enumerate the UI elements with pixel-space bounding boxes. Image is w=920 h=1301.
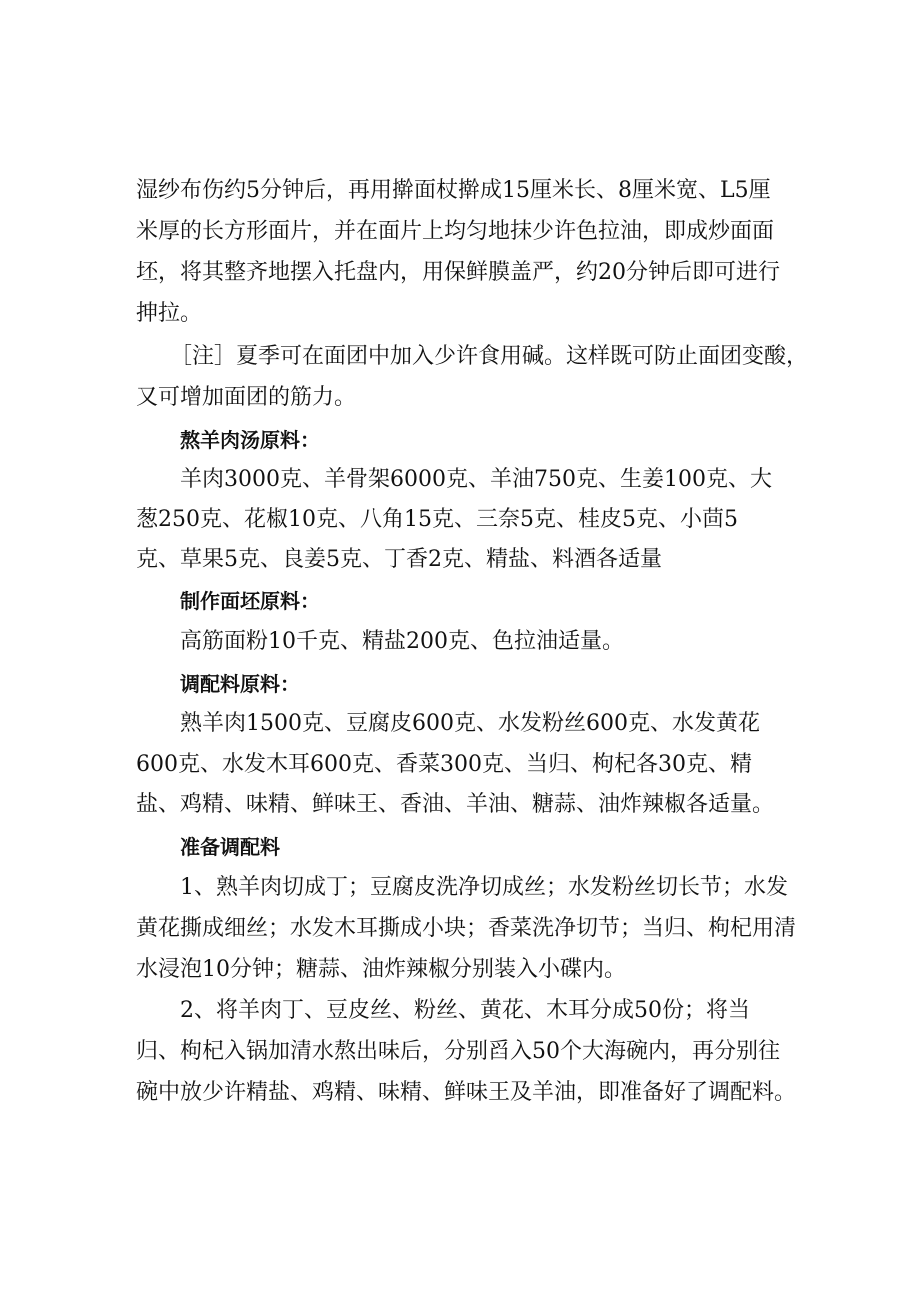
paragraph-1-line-1: 湿纱布伤约5分钟后，再用擀面杖擀成15厘米长、8厘米宽、L5厘 — [136, 178, 771, 203]
dough-ingredients-line-1: 高筋面粉10千克、精盐200克、色拉油适量。 — [180, 629, 624, 654]
step-1-line-3: 水浸泡10分钟；糖蒜、油炸辣椒分别装入小碟内。 — [136, 957, 626, 982]
heading-prepare-seasoning: 准备调配料 — [180, 835, 280, 859]
paragraph-1-line-4: 抻拉。 — [136, 301, 203, 326]
seasoning-ingredients-line-2: 600克、水发木耳600克、香菜300克、当归、枸杞各30克、精 — [136, 752, 752, 777]
step-2-line-2: 归、枸杞入锅加清水熬出味后，分别舀入50个大海碗内，再分别往 — [136, 1039, 780, 1064]
note-line-1: ［注］夏季可在面团中加入少许食用碱。这样既可防止面团变酸， — [170, 344, 809, 369]
step-2-line-1: 2、将羊肉丁、豆皮丝、粉丝、黄花、木耳分成50份；将当 — [180, 998, 750, 1023]
step-2-line-3: 碗中放少许精盐、鸡精、味精、鲜味王及羊油，即准备好了调配料。 — [136, 1080, 797, 1105]
paragraph-1-line-3: 坯，将其整齐地摆入托盘内，用保鲜膜盖严，约20分钟后即可进行 — [136, 260, 780, 285]
seasoning-ingredients-line-1: 熟羊肉1500克、豆腐皮600克、水发粉丝600克、水发黄花 — [180, 711, 760, 736]
soup-ingredients-line-2: 葱250克、花椒10克、八角15克、三奈5克、桂皮5克、小茴5 — [136, 507, 738, 532]
paragraph-1-line-2: 米厚的长方形面片，并在面片上均匀地抹少许色拉油，即成炒面面 — [136, 219, 775, 244]
step-1-line-1: 1、熟羊肉切成丁；豆腐皮洗净切成丝；水发粉丝切长节；水发 — [180, 875, 788, 900]
heading-soup-ingredients: 熬羊肉汤原料： — [180, 428, 320, 452]
heading-dough-ingredients: 制作面坯原料： — [180, 589, 320, 613]
heading-seasoning-ingredients: 调配料原料： — [180, 672, 300, 696]
note-line-2: 又可增加面团的筋力。 — [136, 385, 357, 410]
soup-ingredients-line-1: 羊肉3000克、羊骨架6000克、羊油750克、生姜100克、大 — [180, 467, 772, 492]
soup-ingredients-line-3: 克、草果5克、良姜5克、丁香2克、精盐、料酒各适量 — [136, 547, 662, 572]
step-1-line-2: 黄花撕成细丝；水发木耳撕成小块；香菜洗净切节；当归、枸杞用清 — [136, 916, 797, 941]
seasoning-ingredients-line-3: 盐、鸡精、味精、鲜味王、香油、羊油、糖蒜、油炸辣椒各适量。 — [136, 792, 775, 817]
